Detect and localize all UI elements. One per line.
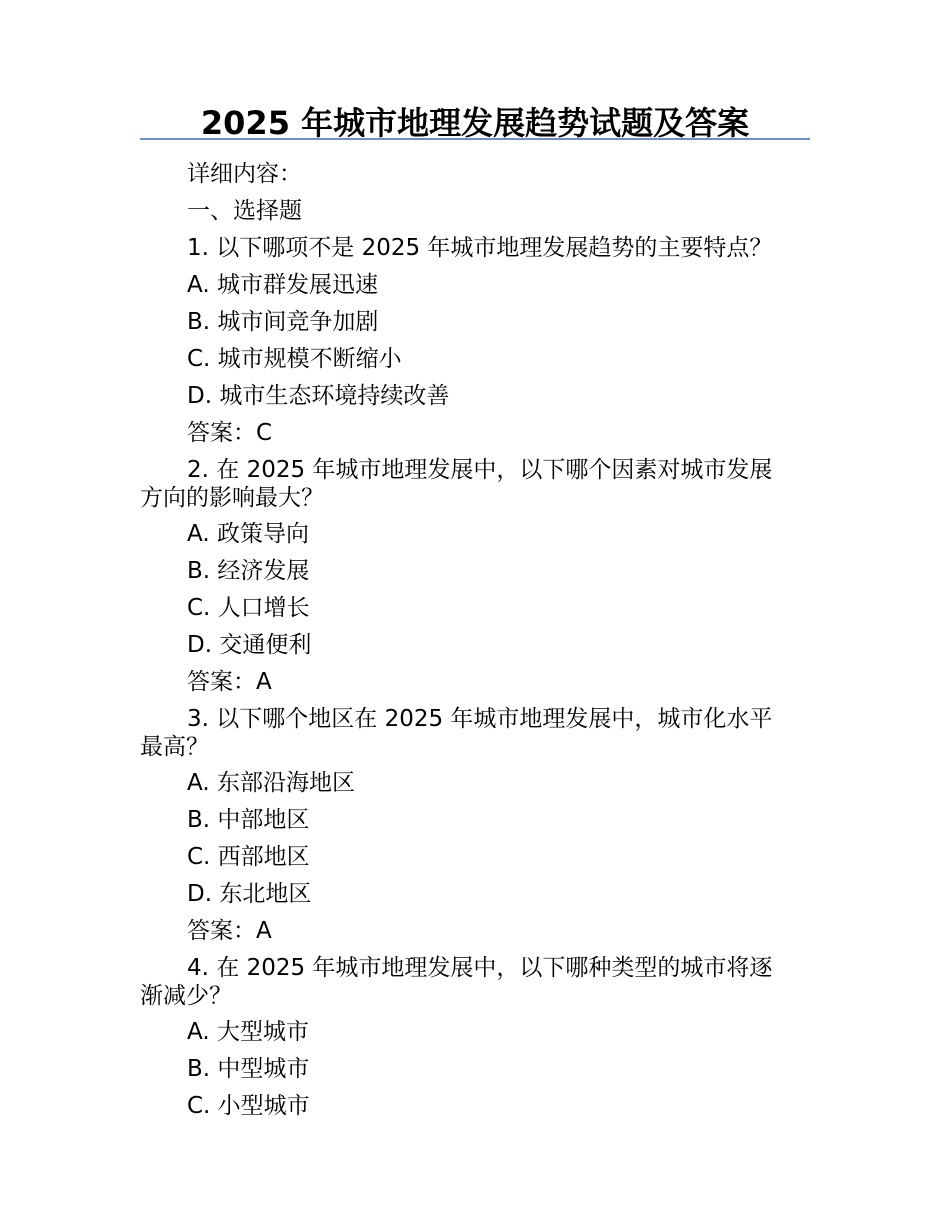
question-3-option-c: C. 西部地区 [187, 844, 310, 870]
title-underline [140, 138, 810, 140]
question-4-option-c: C. 小型城市 [187, 1093, 310, 1119]
question-2-option-d: D. 交通便利 [187, 632, 312, 658]
question-4-stem [140, 952, 810, 1014]
question-2-stem-line1: 2. 在 2025 年城市地理发展中，以下哪个因素对城市发展 [187, 457, 773, 483]
question-3-stem-line2: 最高？ [140, 734, 209, 760]
question-4-option-a: A. 大型城市 [187, 1019, 309, 1045]
question-2-answer: 答案：A [187, 669, 272, 695]
document-title: 2025 年城市地理发展趋势试题及答案 [200, 104, 750, 142]
question-2-option-a: A. 政策导向 [187, 521, 309, 547]
question-4-stem-line2: 渐减少？ [140, 983, 232, 1009]
question-4-stem-line1: 4. 在 2025 年城市地理发展中，以下哪种类型的城市将逐 [187, 955, 773, 981]
question-2-option-b: B. 经济发展 [187, 558, 310, 584]
question-1-option-c: C. 城市规模不断缩小 [187, 346, 402, 372]
document-body [140, 156, 810, 1125]
question-3-option-d: D. 东北地区 [187, 881, 312, 907]
question-1-option-b: B. 城市间竞争加剧 [187, 309, 379, 335]
question-3-option-b: B. 中部地区 [187, 807, 310, 833]
question-1-option-a: A. 城市群发展迅速 [187, 272, 378, 298]
question-2-stem-line2: 方向的影响最大？ [140, 485, 324, 511]
question-1-answer: 答案：C [187, 420, 273, 446]
question-4-option-b: B. 中型城市 [187, 1056, 310, 1082]
question-3-option-a: A. 东部沿海地区 [187, 770, 355, 796]
question-1-stem: 1. 以下哪项不是 2025 年城市地理发展趋势的主要特点？ [187, 235, 773, 261]
question-1-option-d: D. 城市生态环境持续改善 [187, 383, 450, 409]
question-3-stem-line1: 3. 以下哪个地区在 2025 年城市地理发展中，城市化水平 [187, 706, 773, 732]
intro-label: 详细内容： [187, 161, 302, 187]
question-3-stem [140, 703, 810, 765]
question-3-answer: 答案：A [187, 918, 272, 944]
question-2-option-c: C. 人口增长 [187, 595, 310, 621]
question-2-stem [140, 454, 810, 516]
section-heading: 一、选择题 [187, 198, 302, 224]
